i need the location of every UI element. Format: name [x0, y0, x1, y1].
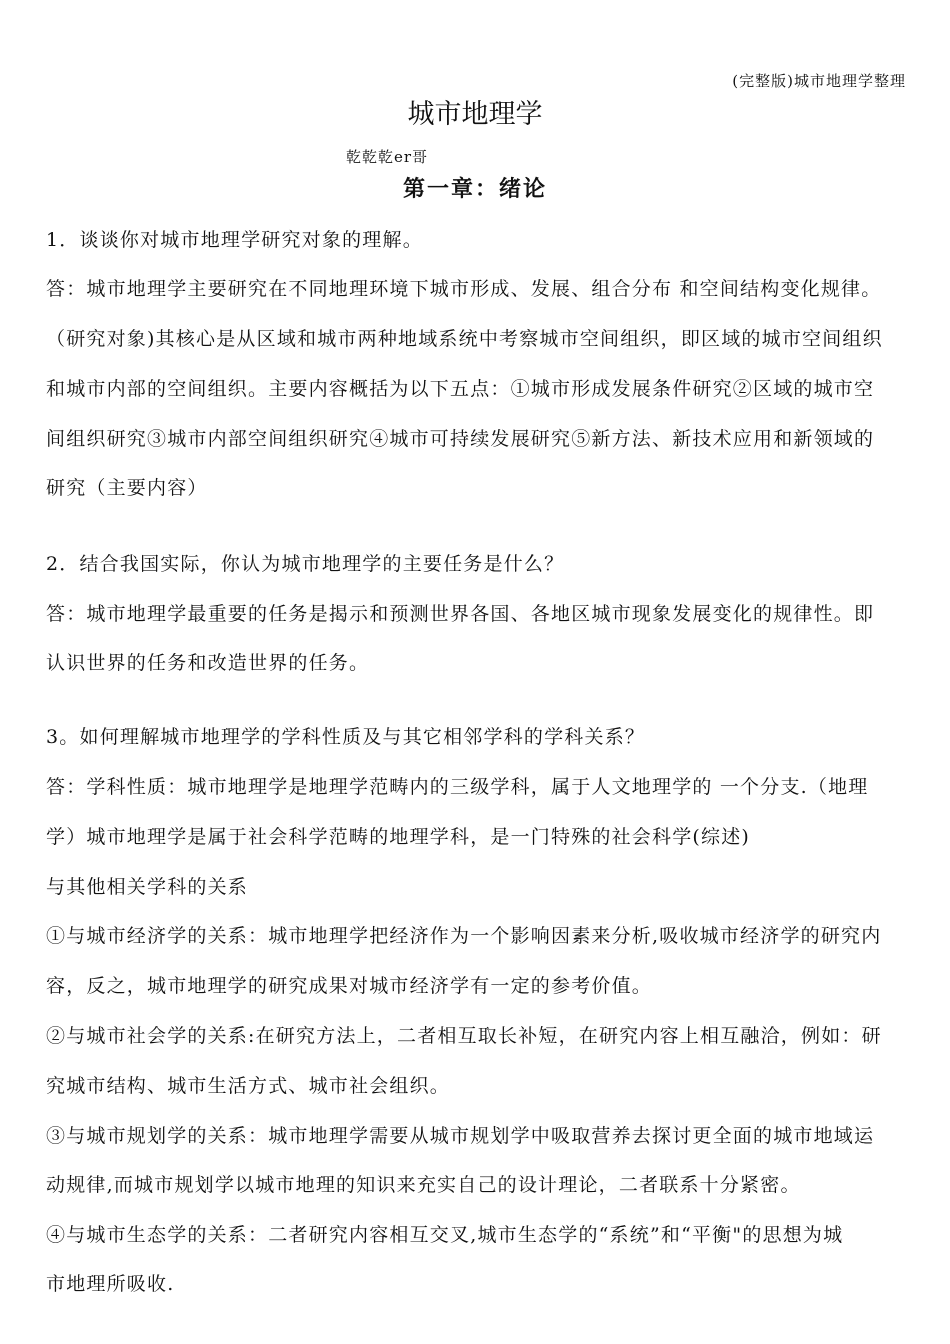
- answer-2-line: 认识世界的任务和改造世界的任务。: [46, 652, 370, 674]
- answer-3-line: ②与城市社会学的关系:在研究方法上，二者相互取长补短，在研究内容上相互融洽，例如：研: [46, 1025, 882, 1047]
- answer-3-line: ①与城市经济学的关系：城市地理学把经济作为一个影响因素来分析,吸收城市经济学的研究内: [46, 925, 882, 947]
- answer-3-line: ③与城市规划学的关系：城市地理学需要从城市规划学中吸取营养去探讨更全面的城市地域运: [46, 1125, 875, 1147]
- answer-3-line: 究城市结构、城市生活方式、城市社会组织。: [46, 1075, 451, 1097]
- answer-3-line: 容，反之，城市地理学的研究成果对城市经济学有一定的参考价值。: [46, 975, 653, 997]
- answer-3-line: ④与城市生态学的关系：二者研究内容相互交叉,城市生态学的“系统”和“平衡"的思想为城: [46, 1224, 844, 1246]
- header-note: (完整版)城市地理学整理: [732, 72, 906, 90]
- answer-3-line: 与其他相关学科的关系: [46, 876, 249, 898]
- answer-2-line: 答：城市地理学最重要的任务是揭示和预测世界各国、各地区城市现象发展变化的规律性。即: [46, 603, 875, 625]
- chapter-heading: 第一章：绪论: [402, 176, 547, 202]
- answer-1-line: （研究对象)其核心是从区域和城市两种地域系统中考察城市空间组织，即区域的城市空间组织: [46, 328, 883, 350]
- answer-1-line: 研究（主要内容）: [46, 477, 208, 499]
- answer-1-line: 和城市内部的空间组织。主要内容概括为以下五点：①城市形成发展条件研究②区域的城市空: [46, 378, 875, 400]
- answer-3-line: 市地理所吸收.: [46, 1273, 175, 1295]
- answer-3-line: 学）城市地理学是属于社会科学范畴的地理学科，是一门特殊的社会科学(综述): [46, 826, 751, 848]
- answer-1-line: 答：城市地理学主要研究在不同地理环境下城市形成、发展、组合分布 和空间结构变化规律。: [46, 278, 882, 300]
- author-line: 乾乾乾er哥: [346, 148, 429, 166]
- document-title: 城市地理学: [407, 99, 543, 130]
- question-1: 1．谈谈你对城市地理学研究对象的理解。: [46, 229, 423, 251]
- answer-3-line: 答：学科性质：城市地理学是地理学范畴内的三级学科，属于人文地理学的 一个分支.（地理: [46, 776, 869, 798]
- question-3: 3。如何理解城市地理学的学科性质及与其它相邻学科的学科关系？: [46, 726, 646, 748]
- question-2: 2．结合我国实际，你认为城市地理学的主要任务是什么？: [46, 553, 565, 575]
- answer-3-line: 动规律,而城市规划学以城市地理的知识来充实自己的设计理论，二者联系十分紧密。: [46, 1174, 801, 1196]
- answer-1-line: 间组织研究③城市内部空间组织研究④城市可持续发展研究⑤新方法、新技术应用和新领域的: [46, 428, 875, 450]
